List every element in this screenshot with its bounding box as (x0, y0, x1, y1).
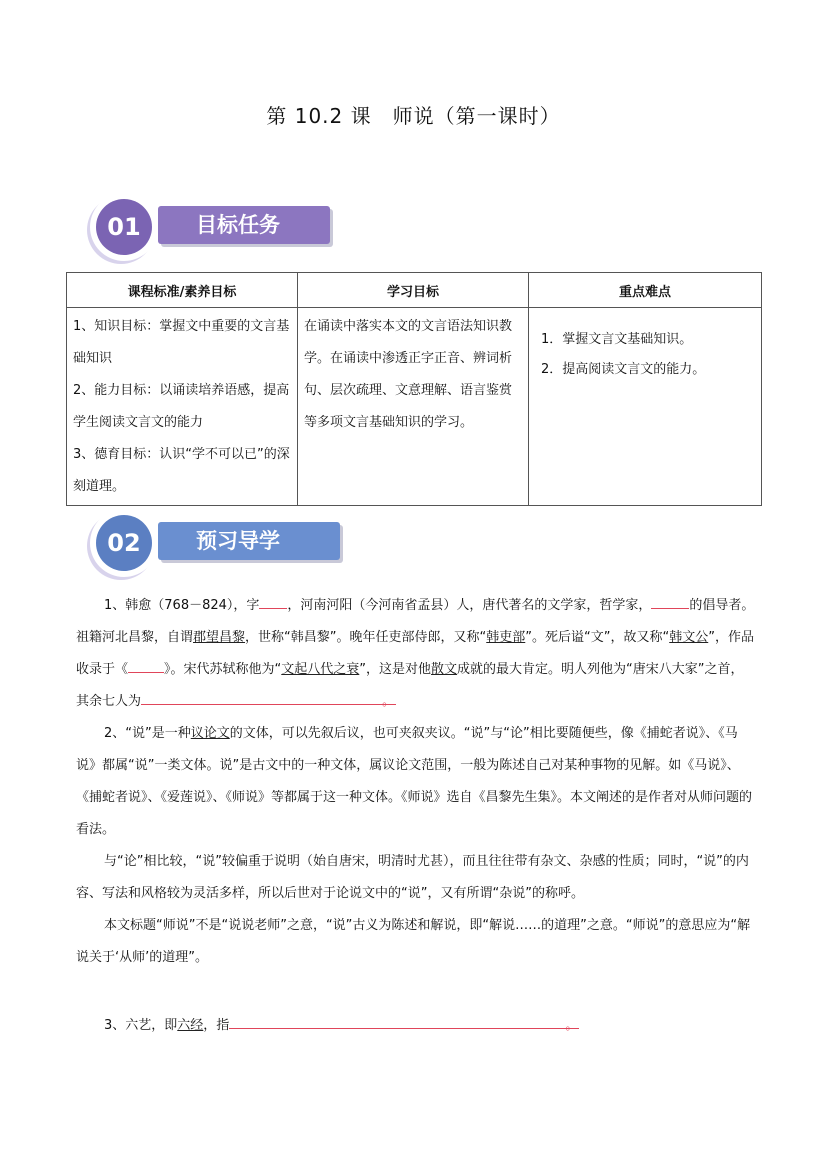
blank[interactable] (259, 592, 287, 609)
table-row (67, 308, 762, 506)
learning-goals-cell: 在诵读中落实本文的文言语法知识教学。在诵读中渗透正字正音、辨词析句、层次疏理、文意理解、语言鉴赏等多项文言基础知识的学习。 (298, 308, 529, 506)
question-1: 1、韩愈（768－824），字 ，河南河阳（今河南省孟县）人，唐代著名的文学家，哲学家， 的倡导者。祖籍河北昌黎，自谓郡望昌黎，世称“韩昌黎”。晚年任吏部侍郎，又称“韩吏部”。死后谥“文”，故又称“韩文公”，作品收录于《 》。宋代苏轼称他为“文起八代之衰”，这是对他散文成就的最大肯定。明人列他为“唐宋八大家”之首，其余七人为 。 (76, 590, 756, 718)
key-point: 1．掌握文言文基础知识。 (541, 332, 693, 347)
question-3: 3、六艺，即六经，指 。 (76, 1010, 756, 1042)
section2-label: 预习导学 (158, 522, 340, 560)
section1-badge (90, 193, 158, 261)
goals-table (66, 272, 762, 506)
section1-label: 目标任务 (158, 206, 330, 244)
standard-item: 3、德育目标：认识“学不可以已”的深刻道理。 (73, 447, 290, 494)
standard-item: 1、知识目标：掌握文中重要的文言基础知识 (73, 319, 290, 366)
blank[interactable] (651, 592, 689, 609)
preview-section (76, 590, 756, 1042)
paragraph: 本文标题“师说”不是“说说老师”之意，“说”古义为陈述和解说，即“解说……的道理”之意。“师说”的意思应为“解说关于‘从师’的道理”。 (76, 918, 751, 965)
standards-cell (67, 308, 298, 506)
section1-number: 01 (96, 199, 152, 255)
standard-item: 2、能力目标：以诵读培养语感，提高学生阅读文言文的能力 (73, 383, 290, 430)
answer-line[interactable] (229, 1012, 579, 1029)
table-header: 课程标准/素养目标 (67, 273, 298, 308)
answer-line[interactable] (141, 688, 396, 705)
section2-badge (90, 509, 158, 577)
table-header-row (67, 273, 762, 308)
paragraph: 与“论”相比较，“说”较偏重于说明（始自唐宋，明清时尤甚），而且往往带有杂文、杂感的性质；同时，“说”的内容、写法和风格较为灵活多样，所以后世对于论说文中的“说”，又有所谓“杂说”的称呼。 (76, 854, 749, 901)
key-point: 2．提高阅读文言文的能力。 (541, 362, 706, 377)
section2-number: 02 (96, 515, 152, 571)
table-header: 重点难点 (529, 273, 762, 308)
blank[interactable] (128, 656, 164, 673)
table-header: 学习目标 (298, 273, 529, 308)
page-title: 第 10.2 课 师说（第一课时） (266, 104, 561, 128)
key-points-cell (529, 308, 762, 506)
question-2: 2、“说”是一种议论文的文体，可以先叙后议，也可夹叙夹议。“说”与“论”相比要随便些，像《捕蛇者说》、《马说》都属“说”一类文体。说”是古文中的一种文体，属议论文范围，一般为陈述自己对某种事物的见解。如《马说》、《捕蛇者说》、《爱莲说》、《师说》等都属于这一种文体。《师说》选自《昌黎先生集》。本文阐述的是作者对从师问题的看法。 (76, 726, 753, 837)
